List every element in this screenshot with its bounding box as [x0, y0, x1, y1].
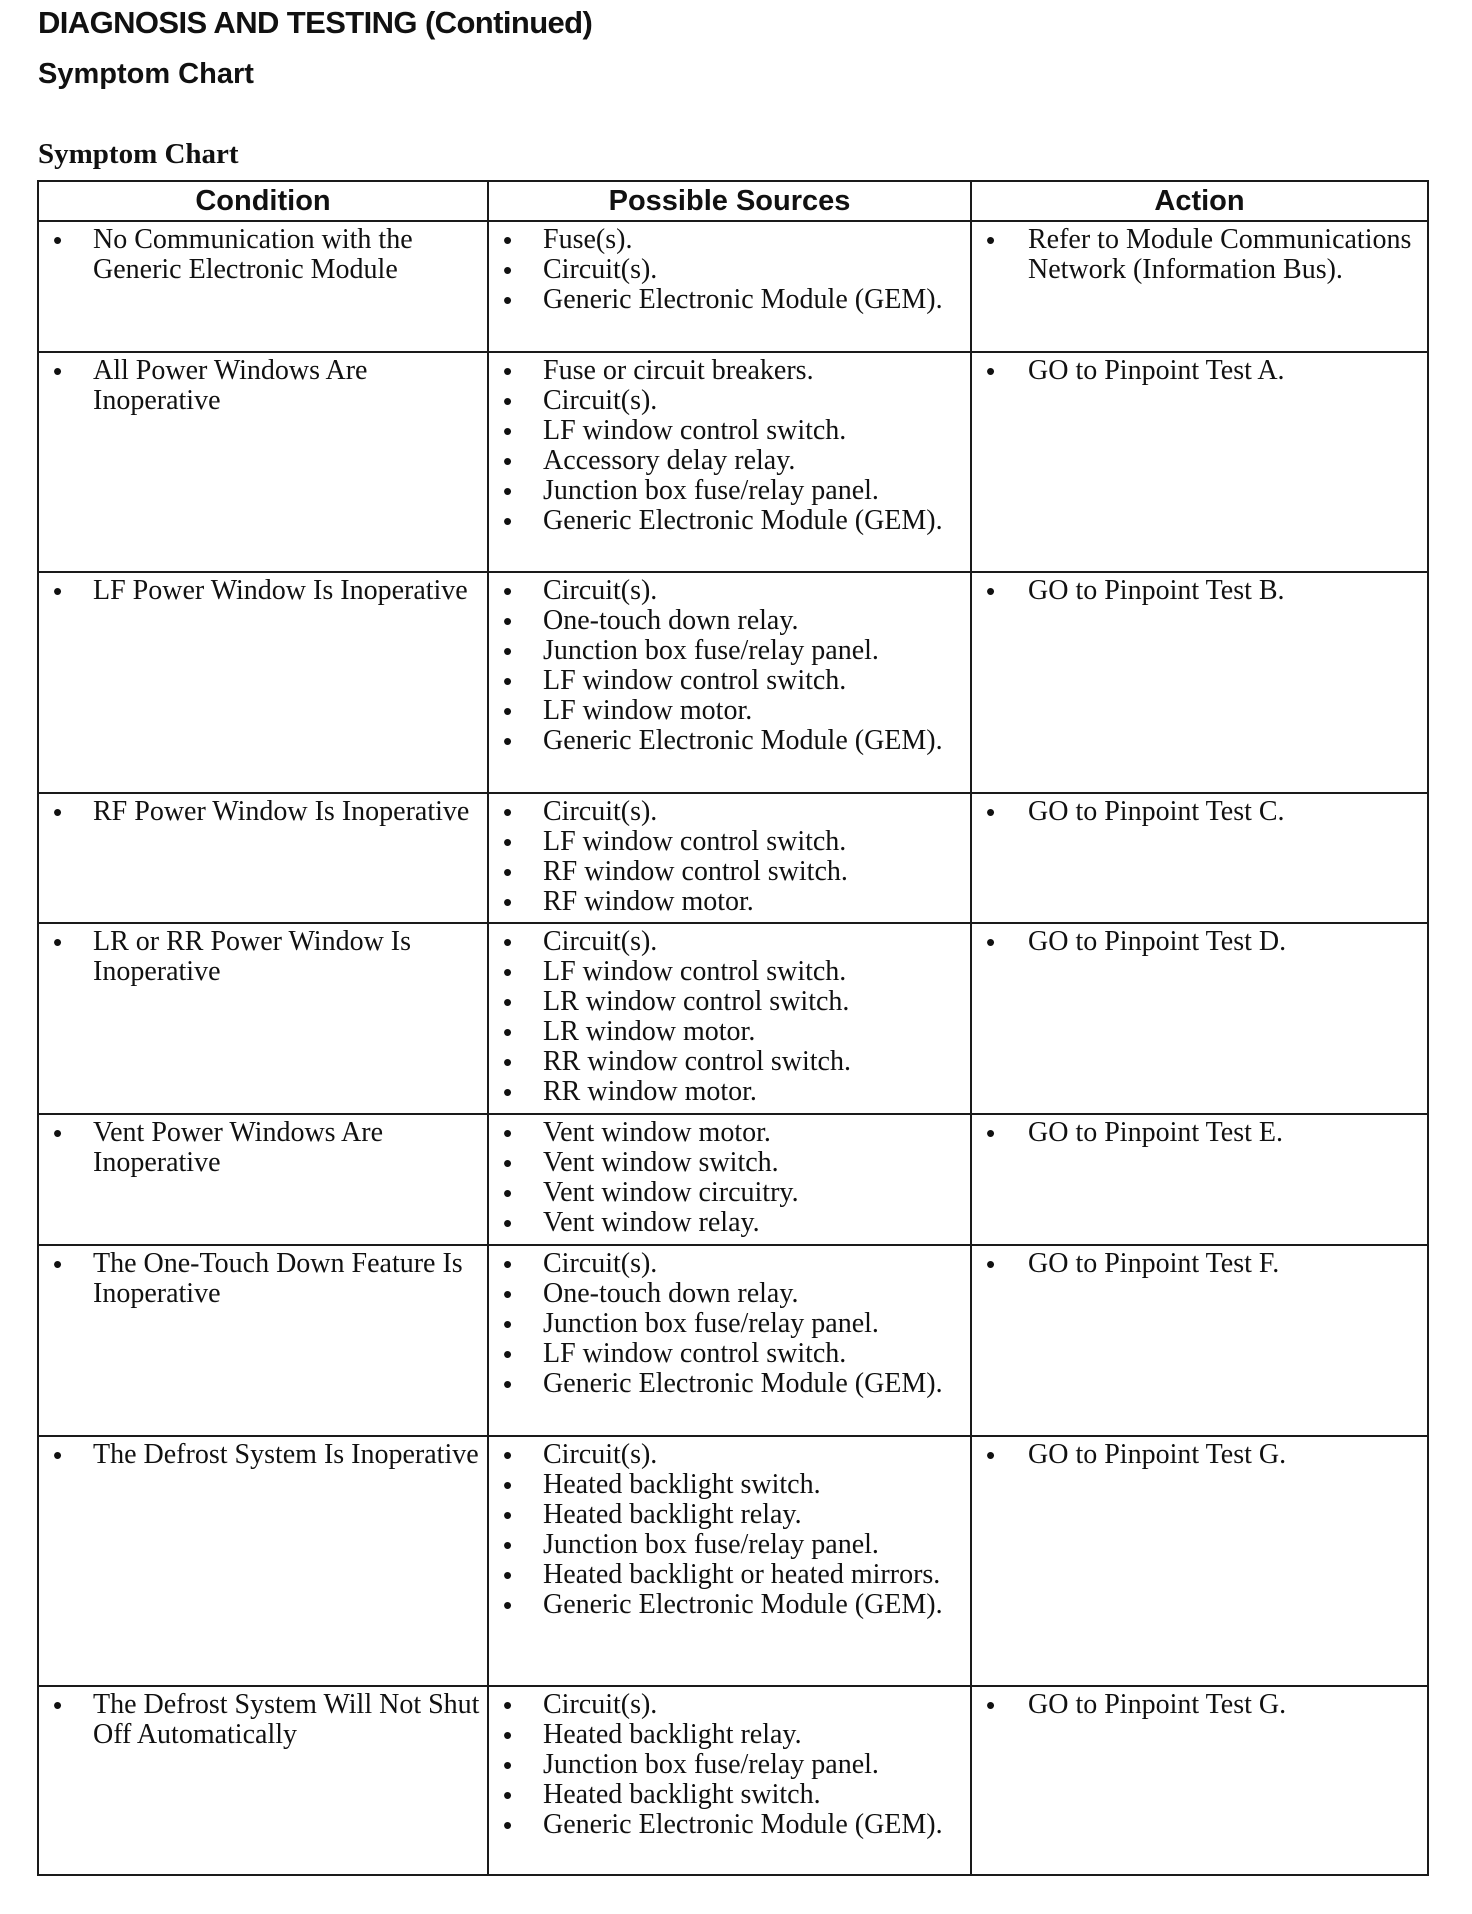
table-row [38, 1436, 1428, 1686]
action-cell [971, 1436, 1428, 1686]
action-cell [971, 1114, 1428, 1245]
possible-sources-cell [488, 1114, 971, 1245]
possible-source-item: • Vent window relay. [497, 1208, 964, 1238]
possible-source-item: • Circuit(s). [497, 255, 964, 285]
column-header-action: Action [971, 181, 1428, 221]
possible-source-item: • Fuse or circuit breakers. [497, 356, 964, 386]
possible-source-item: • Heated backlight or heated mirrors. [497, 1560, 964, 1590]
condition-text: • The Defrost System Is Inoperative [47, 1440, 481, 1470]
table-row [38, 1245, 1428, 1436]
possible-source-item: • LF window control switch. [497, 666, 964, 696]
action-text: • GO to Pinpoint Test G. [980, 1690, 1421, 1720]
condition-cell [38, 221, 488, 352]
action-text: • Refer to Module Communications Network (Information Bus). [980, 225, 1421, 285]
possible-source-item: • Circuit(s). [497, 386, 964, 416]
possible-source-item: • LR window control switch. [497, 987, 964, 1017]
possible-sources-cell [488, 221, 971, 352]
possible-source-item: • Junction box fuse/relay panel. [497, 1309, 964, 1339]
possible-source-item: • Circuit(s). [497, 576, 964, 606]
possible-source-item: • Heated backlight switch. [497, 1470, 964, 1500]
condition-cell [38, 1114, 488, 1245]
table-row [38, 352, 1428, 572]
column-header-possible-sources: Possible Sources [488, 181, 971, 221]
table-row [38, 221, 1428, 352]
possible-sources-cell [488, 1436, 971, 1686]
possible-source-item: • Fuse(s). [497, 225, 964, 255]
possible-source-item: • Generic Electronic Module (GEM). [497, 506, 964, 536]
section-subtitle: Symptom Chart [38, 58, 254, 90]
possible-source-item: • LF window motor. [497, 696, 964, 726]
possible-source-item: • Accessory delay relay. [497, 446, 964, 476]
action-cell [971, 1686, 1428, 1875]
possible-sources-cell [488, 1245, 971, 1436]
possible-source-item: • Junction box fuse/relay panel. [497, 1530, 964, 1560]
condition-text: • The One-Touch Down Feature Is Inoperative [47, 1249, 481, 1309]
possible-sources-cell [488, 572, 971, 793]
table-row [38, 1114, 1428, 1245]
possible-source-item: • Vent window motor. [497, 1118, 964, 1148]
symptom-chart-table [37, 180, 1429, 1876]
possible-source-item: • Junction box fuse/relay panel. [497, 636, 964, 666]
table-caption: Symptom Chart [38, 138, 239, 170]
possible-source-item: • Circuit(s). [497, 927, 964, 957]
possible-source-item: • LF window control switch. [497, 827, 964, 857]
possible-sources-cell [488, 1686, 971, 1875]
possible-source-item: • One-touch down relay. [497, 606, 964, 636]
action-text: • GO to Pinpoint Test E. [980, 1118, 1421, 1148]
condition-text: • LF Power Window Is Inoperative [47, 576, 481, 606]
action-text: • GO to Pinpoint Test F. [980, 1249, 1421, 1279]
possible-source-item: • Vent window circuitry. [497, 1178, 964, 1208]
condition-text: • No Communication with the Generic Electronic Module [47, 225, 481, 285]
possible-source-item: • Junction box fuse/relay panel. [497, 476, 964, 506]
condition-text: • RF Power Window Is Inoperative [47, 797, 481, 827]
condition-text: • All Power Windows Are Inoperative [47, 356, 481, 416]
condition-text: • Vent Power Windows Are Inoperative [47, 1118, 481, 1178]
possible-source-item: • Heated backlight switch. [497, 1780, 964, 1810]
possible-source-item: • Vent window switch. [497, 1148, 964, 1178]
possible-source-item: • Circuit(s). [497, 1440, 964, 1470]
possible-source-item: • Generic Electronic Module (GEM). [497, 726, 964, 756]
possible-source-item: • Circuit(s). [497, 1249, 964, 1279]
table-body [38, 221, 1428, 1875]
action-text: • GO to Pinpoint Test G. [980, 1440, 1421, 1470]
action-text: • GO to Pinpoint Test B. [980, 576, 1421, 606]
condition-cell [38, 923, 488, 1114]
possible-source-item: • Generic Electronic Module (GEM). [497, 1369, 964, 1399]
possible-source-item: • Junction box fuse/relay panel. [497, 1750, 964, 1780]
condition-text: • The Defrost System Will Not Shut Off Automatically [47, 1690, 481, 1750]
page-title: DIAGNOSIS AND TESTING (Continued) [38, 5, 593, 40]
action-cell [971, 221, 1428, 352]
condition-text: • LR or RR Power Window Is Inoperative [47, 927, 481, 987]
possible-sources-cell [488, 352, 971, 572]
possible-source-item: • Heated backlight relay. [497, 1500, 964, 1530]
action-cell [971, 572, 1428, 793]
possible-source-item: • LF window control switch. [497, 416, 964, 446]
possible-source-item: • RF window motor. [497, 887, 964, 917]
possible-sources-cell [488, 793, 971, 923]
table-row [38, 793, 1428, 923]
action-text: • GO to Pinpoint Test C. [980, 797, 1421, 827]
table-row [38, 572, 1428, 793]
possible-source-item: • Generic Electronic Module (GEM). [497, 285, 964, 315]
possible-source-item: • Generic Electronic Module (GEM). [497, 1590, 964, 1620]
action-cell [971, 793, 1428, 923]
action-cell [971, 923, 1428, 1114]
possible-source-item: • Generic Electronic Module (GEM). [497, 1810, 964, 1840]
table-row [38, 923, 1428, 1114]
action-text: • GO to Pinpoint Test A. [980, 356, 1421, 386]
column-header-condition: Condition [38, 181, 488, 221]
condition-cell [38, 793, 488, 923]
possible-sources-cell [488, 923, 971, 1114]
possible-source-item: • Heated backlight relay. [497, 1720, 964, 1750]
possible-source-item: • LF window control switch. [497, 1339, 964, 1369]
possible-source-item: • Circuit(s). [497, 1690, 964, 1720]
possible-source-item: • LF window control switch. [497, 957, 964, 987]
possible-source-item: • One-touch down relay. [497, 1279, 964, 1309]
action-text: • GO to Pinpoint Test D. [980, 927, 1421, 957]
condition-cell [38, 1686, 488, 1875]
possible-source-item: • Circuit(s). [497, 797, 964, 827]
action-cell [971, 1245, 1428, 1436]
table-header-row [38, 181, 1428, 221]
table-row [38, 1686, 1428, 1875]
condition-cell [38, 352, 488, 572]
possible-source-item: • RR window control switch. [497, 1047, 964, 1077]
condition-cell [38, 572, 488, 793]
condition-cell [38, 1245, 488, 1436]
possible-source-item: • LR window motor. [497, 1017, 964, 1047]
possible-source-item: • RR window motor. [497, 1077, 964, 1107]
condition-cell [38, 1436, 488, 1686]
action-cell [971, 352, 1428, 572]
possible-source-item: • RF window control switch. [497, 857, 964, 887]
